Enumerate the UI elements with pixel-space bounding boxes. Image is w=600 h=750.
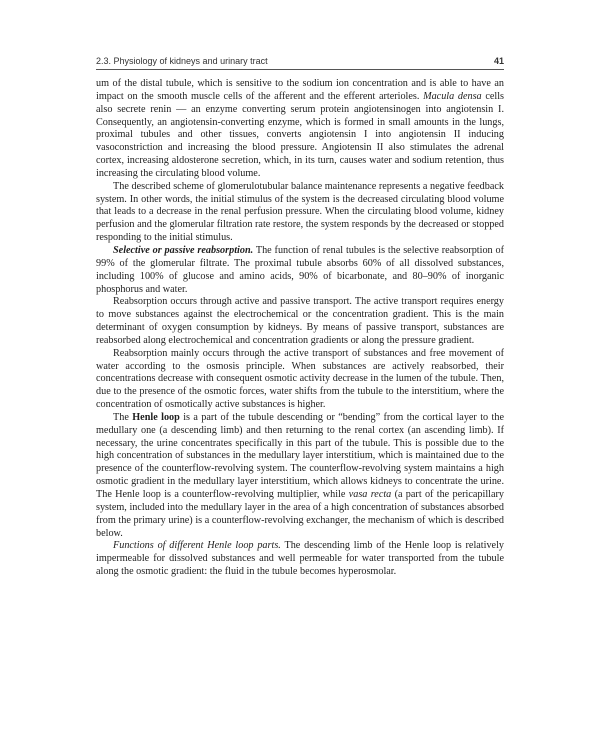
run-in-heading: Selective or passive reabsorption. — [113, 244, 254, 256]
paragraph-feedback — [96, 181, 504, 245]
text-run: The — [113, 411, 133, 423]
text-run: Reabsorption mainly occurs through the active transport of substances and free movement of water according to the osmosis principle. When substances are actively reabsorbed, their concentrations decrease with consequent osmotic activity decrease in the lumen of the tubule. Then, due to the presence of the osmotic forces, water shifts from the tubule to the interstitium, where the concentration of osmotically active substances is higher. — [96, 347, 504, 411]
paragraph-henle-loop — [96, 412, 504, 540]
text-run: The function of renal tubules is the selective reabsorption of 99% of the glomerular filtrate. The proximal tubule absorbs 60% of all dissolved substances, including 100% of glucose and amino acids, 90% of bicarbonate, and 80–90% of inorganic phosphorus and water. — [96, 244, 504, 295]
header-divider — [96, 69, 504, 70]
text-run: cells also secrete renin — an enzyme converting serum protein angiotensinogen into angiotensin I. Consequently, an angiotensin-converting enzyme, which is formed in small amounts in the lungs, proximal tubules and other tissues, converts angiotensin I into angiotensin II inducing vasoconstriction and increasing the blood pressure. Angiotensin II also stimulates the adrenal cortex, increasing aldosterone secretion, which, in its turn, causes water and sodium retention, thus increasing the circulating blood volume. — [96, 90, 504, 179]
body-text — [96, 78, 504, 579]
running-header — [96, 56, 504, 70]
run-in-heading: Functions of different Henle loop parts. — [113, 540, 281, 552]
paragraph-selective-reabsorption — [96, 245, 504, 296]
text-run: is a part of the tubule descending or “bending” from the cortical layer to the medullary one (a descending limb) and then returning to the renal cortex (an ascending limb). If necessary, the urine concentrates specifically in this part of the tubule. This is possible due to the high concentration of substances in the medullary layer interstitium, which is maintained due to the presence of the counterflow-revolving system. The counterflow-revolving system maintains a high osmotic gradient in the medullary layer interstitium, which allows kidneys to concentrate the urine. The Henle loop is a counterflow-revolving multiplier, while — [96, 411, 504, 500]
paragraph-osmosis — [96, 348, 504, 412]
text-run: um of the distal tubule, which is sensitive to the sodium ion concentration and is able to have an impact on the smooth muscle cells of the afferent and the efferent arterioles. — [96, 78, 504, 102]
page-number: 41 — [493, 56, 504, 66]
text-run: The described scheme of glomerulotubular balance maintenance represents a negative feedback system. In other words, the initial stimulus of the system is the decreased circulating blood volume that leads to a decrease in the renal perfusion pressure. When the circulating blood volume, kidney perfusion and the glomerular filtration rate restore, the system responds by the decreased or stopped responding to the initial stimulus. — [96, 180, 504, 244]
section-title: 2.3. Physiology of kidneys and urinary tract — [96, 56, 268, 66]
text-run: Reabsorption occurs through active and passive transport. The active transport requires energy to move substances against the electrochemical or the concentration gradient. This is the main determinant of oxygen consumption by kidneys. By means of passive transport, substances are reabsorbed along electrochemical and concentration gradients or along the pressure gradient. — [96, 296, 504, 346]
paragraph-transport — [96, 296, 504, 347]
term-macula-densa: Macula densa — [423, 90, 482, 102]
paragraph-henle-functions — [96, 540, 504, 579]
term-henle-loop: Henle loop — [132, 411, 180, 423]
paragraph-renin — [96, 78, 504, 181]
text-run: (a part of the pericapillary system, included into the medullary layer in the area of a high concentration of substances absorbed from the primary urine) is a counterflow-revolving exchanger, the mechanism of which is described below. — [96, 489, 504, 539]
text-run: The descending limb of the Henle loop is relatively impermeable for dissolved substances and well permeable for water transported from the tubule along the osmotic gradient: the fluid in the tubule becomes hyperosmolar. — [96, 540, 504, 578]
term-vasa-recta: vasa recta — [348, 489, 392, 500]
